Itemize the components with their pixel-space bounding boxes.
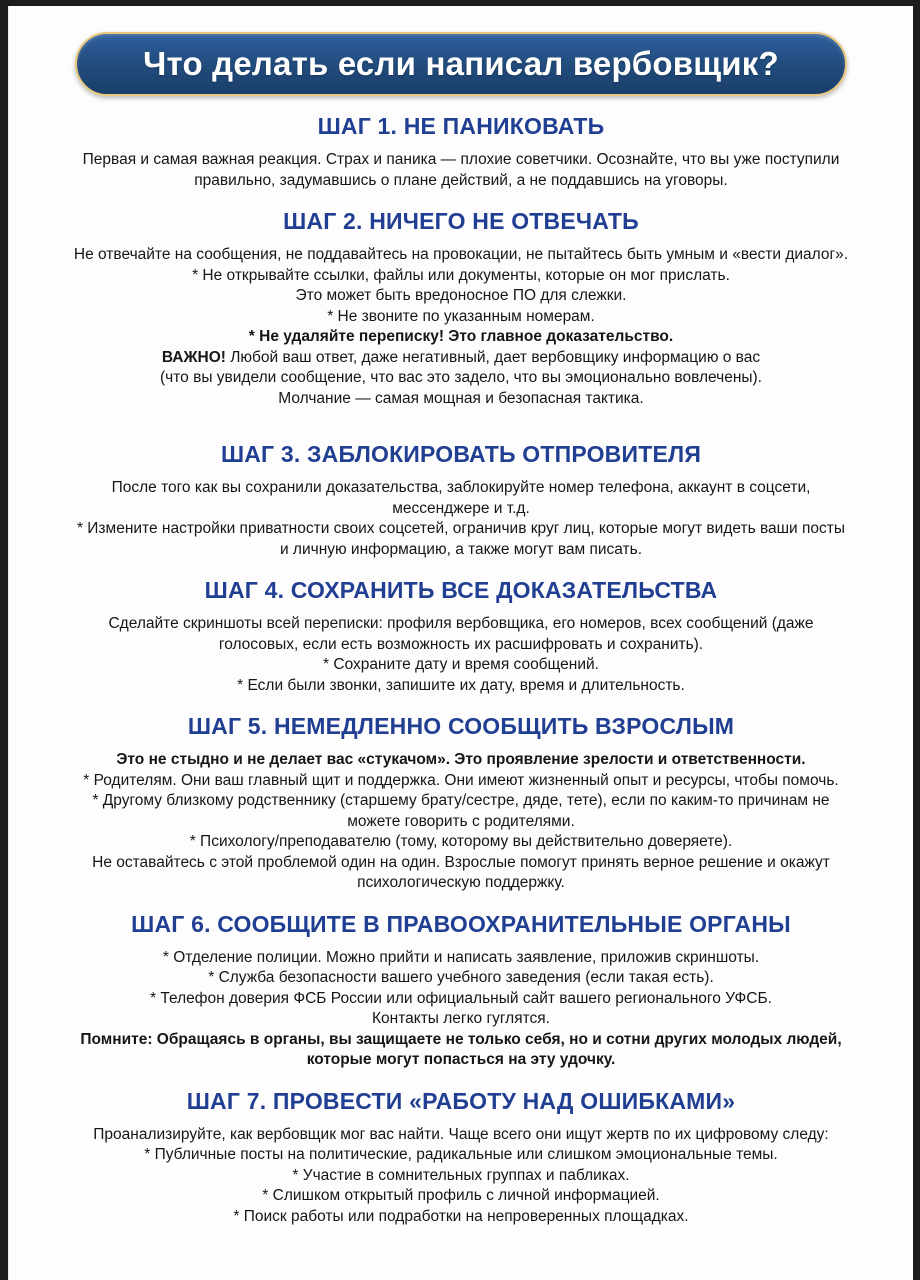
step-section-7 (71, 1086, 851, 1228)
step-bullet: * Сохраните дату и время сообщений. (323, 656, 599, 673)
step-paragraph: Это может быть вредоносное ПО для слежки. (295, 287, 627, 304)
step-6-heading: ШАГ 6. СООБЩИТЕ В ПРАВООХРАНИТЕЛЬНЫЕ ОРГАНЫ (131, 910, 791, 937)
step-bullet: * Публичные посты на политические, радикальные или слишком эмоциональные темы. (144, 1146, 778, 1163)
page-title: Что делать если написал вербовщик? (143, 45, 779, 82)
important-label: ВАЖНО! (161, 348, 226, 366)
step-bullet: * Телефон доверия ФСБ России или официальный сайт вашего регионального УФСБ. (150, 989, 772, 1007)
step-paragraph: (что вы увидели сообщение, что вас это задело, что вы эмоционально вовлечены). (160, 369, 762, 386)
step-section-3 (71, 439, 851, 560)
step-1-heading: ШАГ 1. НЕ ПАНИКОВАТЬ (317, 113, 605, 139)
step-bullet: * Не звоните по указанным номерам. (327, 307, 595, 325)
step-bullet: * Слишком открытый профиль с личной информацией. (262, 1187, 660, 1204)
document-page (8, 6, 913, 1280)
step-bullet: * Если были звонки, запишите их дату, время и длительность. (237, 676, 685, 694)
step-bullet-bold: * Не удаляйте переписку! Это главное доказательство. (248, 328, 674, 345)
step-paragraph: После того как вы сохранили доказательства, заблокируйте номер телефона, аккаунт в соцсети, мессенджере и т.д. (111, 479, 811, 517)
step-5-heading: ШАГ 5. НЕМЕДЛЕННО СООБЩИТЬ ВЗРОСЛЫМ (187, 713, 735, 739)
step-section-4 (71, 575, 851, 696)
step-section-5 (71, 711, 851, 894)
title-banner (75, 32, 847, 96)
step-bullet: * Психологу/преподавателю (тому, которому вы действительно доверяете). (189, 833, 733, 850)
important-text: Любой ваш ответ, даже негативный, дает вербовщику информацию о вас (225, 348, 761, 366)
step-section-2 (71, 206, 851, 409)
step-paragraph: Контакты легко гуглятся. (372, 1010, 550, 1027)
step-paragraph-bold: Это не стыдно и не делает вас «стукачом». Это проявление зрелости и ответственности. (116, 751, 806, 768)
step-bullet: * Отделение полиции. Можно прийти и написать заявление, приложив скриншоты. (162, 948, 760, 966)
step-bullet: * Участие в сомнительных группах и пабликах. (292, 1166, 630, 1184)
step-bullet: * Не открывайте ссылки, файлы или документы, которые он мог прислать. (192, 266, 730, 284)
step-bullet: * Поиск работы или подработки на непроверенных площадках. (233, 1207, 689, 1225)
step-bullet: * Другому близкому родственнику (старшему брату/сестре, дяде, тете), если по каким-то причинам не можете говорить с родителями. (92, 792, 830, 830)
step-paragraph-bold: Помните: Обращаясь в органы, вы защищаете не только себя, но и сотни других молодых людей, которые могут попасться на эту удочку. (80, 1030, 842, 1068)
step-paragraph-important (71, 348, 851, 369)
step-paragraph: Не отвечайте на сообщения, не поддавайтесь на провокации, не пытайтесь быть умным и «вести диалог». (73, 246, 849, 263)
step-2-heading: ШАГ 2. НИЧЕГО НЕ ОТВЕЧАТЬ (283, 208, 639, 234)
step-paragraph: Сделайте скриншоты всей переписки: профиля вербовщика, его номеров, всех сообщений (даже голосовых, если есть возможность их расшифровать и сохранить). (108, 615, 814, 653)
step-7-heading: ШАГ 7. ПРОВЕСТИ «РАБОТУ НАД ОШИБКАМИ» (186, 1087, 736, 1114)
step-paragraph: Молчание — самая мощная и безопасная тактика. (278, 389, 644, 407)
step-bullet: * Служба безопасности вашего учебного заведения (если такая есть). (208, 969, 714, 986)
step-4-heading: ШАГ 4. СОХРАНИТЬ ВСЕ ДОКАЗАТЕЛЬСТВА (204, 577, 718, 603)
step-3-heading: ШАГ 3. ЗАБЛОКИРОВАТЬ ОТПРОВИТЕЛЯ (220, 441, 702, 467)
step-bullet: * Родителям. Они ваш главный щит и поддержка. Они имеют жизненный опыт и ресурсы, чтобы помочь. (83, 771, 839, 789)
step-paragraph: Не оставайтесь с этой проблемой один на один. Взрослые помогут принять верное решение и окажут психологическую поддержку. (92, 853, 830, 891)
step-section-1 (71, 111, 851, 191)
document-content (71, 111, 851, 1227)
step-paragraph: Проанализируйте, как вербовщик мог вас найти. Чаще всего они ищут жертв по их цифровому следу: (93, 1125, 829, 1143)
step-section-6 (71, 909, 851, 1071)
step-paragraph: Первая и самая важная реакция. Страх и паника — плохие советчики. Осознайте, что вы уже поступили правильно, задумавшись о плане действий, а не поддавшись на уговоры. (82, 151, 840, 189)
step-bullet: * Измените настройки приватности своих соцсетей, ограничив круг лиц, которые могут видеть ваши посты и личную информацию, а также могут вам писать. (76, 520, 846, 558)
